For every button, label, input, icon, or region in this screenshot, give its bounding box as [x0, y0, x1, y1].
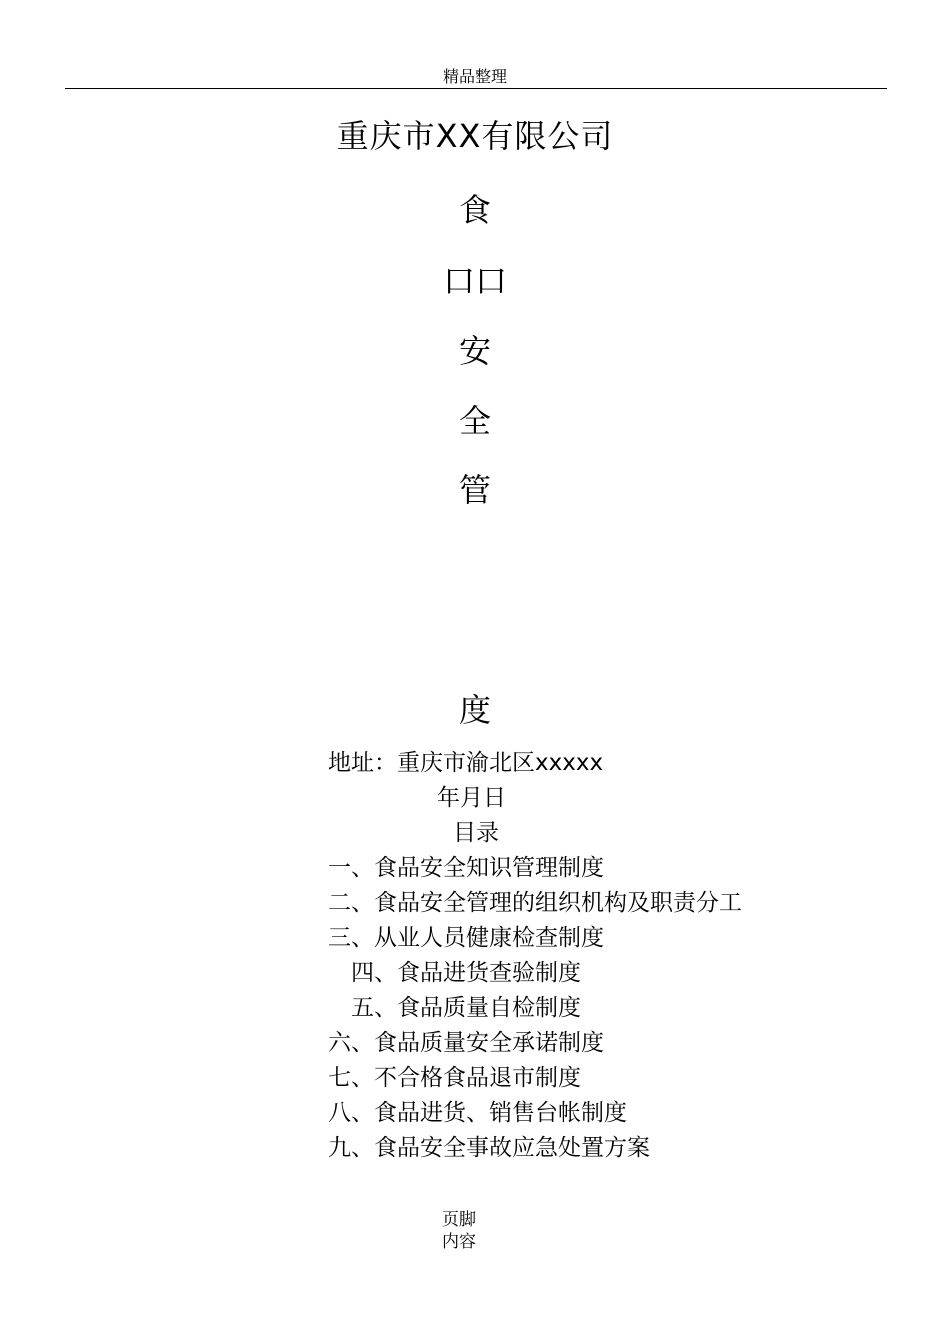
toc-item: 四、食品进货查验制度	[351, 960, 581, 986]
date-line: 年月日	[437, 785, 506, 811]
title-char-2: 口口	[442, 262, 507, 300]
header-rule	[65, 88, 887, 89]
toc-item: 七、不合格食品退市制度	[328, 1065, 581, 1091]
footer-line-2: 内容	[442, 1232, 476, 1252]
company-name: 重庆市XX有限公司	[336, 117, 614, 155]
toc-heading: 目录	[453, 820, 499, 846]
toc-item: 三、从业人员健康检查制度	[328, 925, 604, 951]
toc-item: 一、食品安全知识管理制度	[328, 855, 604, 881]
toc-item: 六、食品质量安全承诺制度	[328, 1030, 604, 1056]
title-char-3: 安	[458, 332, 491, 370]
title-char-6: 度	[458, 691, 491, 729]
title-char-1: 食	[458, 191, 491, 229]
title-char-5: 管	[458, 471, 491, 509]
toc-item: 五、食品质量自检制度	[351, 995, 581, 1021]
toc-item: 八、食品进货、销售台帐制度	[328, 1100, 627, 1126]
footer-line-1: 页脚	[442, 1210, 476, 1230]
address-line: 地址：重庆市渝北区xxxxx	[328, 750, 604, 776]
toc-item: 二、食品安全管理的组织机构及职责分工	[328, 890, 742, 916]
toc-item: 九、食品安全事故应急处置方案	[328, 1135, 650, 1161]
header-text: 精品整理	[442, 67, 507, 86]
title-char-4: 全	[458, 402, 491, 440]
